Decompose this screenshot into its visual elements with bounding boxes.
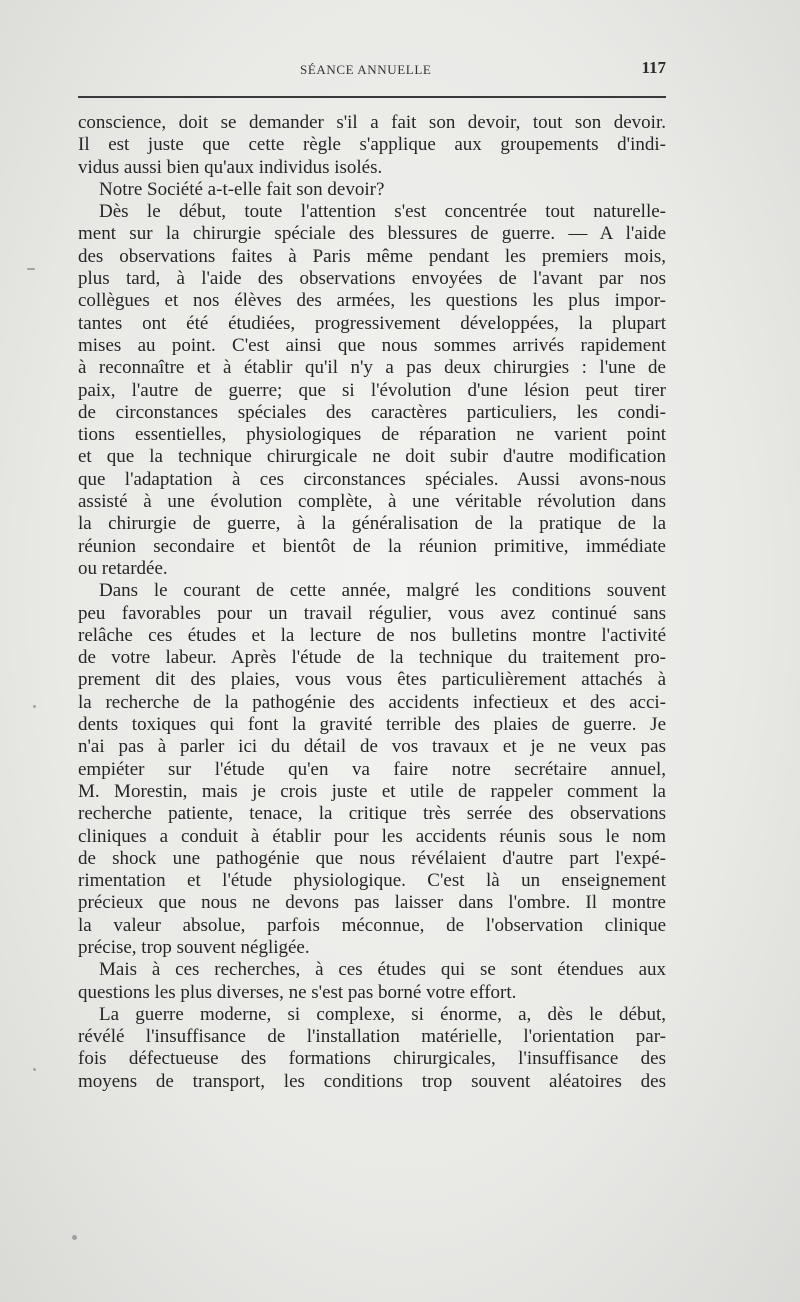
text-line: révélé l'insuffisance de l'installation matérielle, l'orientation par- xyxy=(78,1026,666,1048)
text-line: questions les plus diverses, ne s'est pas borné votre effort. xyxy=(78,981,517,1003)
text-line: tantes ont été étudiées, progressivement développées, la plupart xyxy=(78,312,666,334)
margin-mark xyxy=(72,1235,77,1240)
text-line: La guerre moderne, si complexe, si énorme, a, dès le début, xyxy=(99,1003,666,1025)
text-line: paix, l'autre de guerre; que si l'évolution d'une lésion peut tirer xyxy=(78,379,666,401)
margin-mark xyxy=(33,705,36,708)
body-text xyxy=(78,112,666,1093)
page-header xyxy=(78,60,666,86)
text-line: que l'adaptation à ces circonstances spéciales. Aussi avons-nous xyxy=(78,468,666,490)
text-line: collègues et nos élèves des armées, les questions les plus impor- xyxy=(78,290,666,312)
page-number: 117 xyxy=(641,58,666,77)
text-line: tions essentielles, physiologiques de réparation ne varient point xyxy=(78,424,666,446)
text-line: et que la technique chirurgicale ne doit subir d'autre modification xyxy=(78,446,666,468)
margin-mark xyxy=(33,1068,36,1071)
text-line: prement dit des plaies, vous vous êtes particulièrement attachés à xyxy=(78,669,666,691)
text-line: M. Morestin, mais je crois juste et utile de rappeler comment la xyxy=(78,780,666,802)
text-line: Notre Société a-t-elle fait son devoir? xyxy=(99,178,385,200)
text-line: Mais à ces recherches, à ces études qui se sont étendues aux xyxy=(99,959,666,981)
text-line: relâche ces études et la lecture de nos bulletins montre l'activité xyxy=(78,624,666,646)
text-line: dents toxiques qui font la gravité terrible des plaies de guerre. Je xyxy=(78,714,666,736)
text-line: Dès le début, toute l'attention s'est concentrée tout naturelle- xyxy=(99,201,666,223)
text-line: la valeur absolue, parfois méconnue, de l'observation clinique xyxy=(78,914,666,936)
text-line: de shock une pathogénie que nous révélaient d'autre part l'expé- xyxy=(78,847,666,869)
text-line: de circonstances spéciales des caractères particuliers, les condi- xyxy=(78,401,666,423)
text-line: conscience, doit se demander s'il a fait son devoir, tout son devoir. xyxy=(78,112,666,133)
text-line: ment sur la chirurgie spéciale des blessures de guerre. — A l'aide xyxy=(78,223,666,245)
text-line: vidus aussi bien qu'aux individus isolés. xyxy=(78,156,383,178)
running-title: SÉANCE ANNUELLE xyxy=(300,62,432,77)
text-line: peu favorables pour un travail régulier, vous avez continué sans xyxy=(78,602,666,624)
text-line: fois défectueuse des formations chirurgicales, l'insuffisance des xyxy=(78,1048,666,1070)
text-line: assisté à une évolution complète, à une véritable révolution dans xyxy=(78,491,666,513)
text-line: moyens de transport, les conditions trop souvent aléatoires des xyxy=(78,1070,666,1092)
text-line: empiéter sur l'étude qu'en va faire notre secrétaire annuel, xyxy=(78,758,666,780)
text-line: ou retardée. xyxy=(78,557,168,579)
text-line: à reconnaître et à établir qu'il n'y a pas deux chirurgies : l'une de xyxy=(78,357,666,379)
text-line: réunion secondaire et bientôt de la réunion primitive, immédiate xyxy=(78,535,666,557)
margin-mark xyxy=(27,268,35,270)
text-line: n'ai pas à parler ici du détail de vos travaux et je ne veux pas xyxy=(78,736,666,758)
header-rule xyxy=(78,96,666,98)
text-line: précise, trop souvent négligée. xyxy=(78,936,310,958)
text-line: la recherche de la pathogénie des accidents infectieux et des acci- xyxy=(78,691,666,713)
text-line: précieux que nous ne devons pas laisser dans l'ombre. Il montre xyxy=(78,892,666,914)
text-line: Dans le courant de cette année, malgré les conditions souvent xyxy=(99,580,666,602)
text-line: mises au point. C'est ainsi que nous sommes arrivés rapidement xyxy=(78,334,666,356)
text-line: rimentation et l'étude physiologique. C'est là un enseignement xyxy=(78,870,666,892)
text-line: plus tard, à l'aide des observations envoyées de l'avant par nos xyxy=(78,268,666,290)
text-line: la chirurgie de guerre, à la généralisation de la pratique de la xyxy=(78,513,666,535)
text-line: de votre labeur. Après l'étude de la technique du traitement pro- xyxy=(78,647,666,669)
text-line: cliniques a conduit à établir pour les accidents réunis sous le nom xyxy=(78,825,666,847)
text-line: Il est juste que cette règle s'applique aux groupements d'indi- xyxy=(78,134,666,156)
text-line: recherche patiente, tenace, la critique très serrée des observations xyxy=(78,803,666,825)
text-line: des observations faites à Paris même pendant les premiers mois, xyxy=(78,245,666,267)
